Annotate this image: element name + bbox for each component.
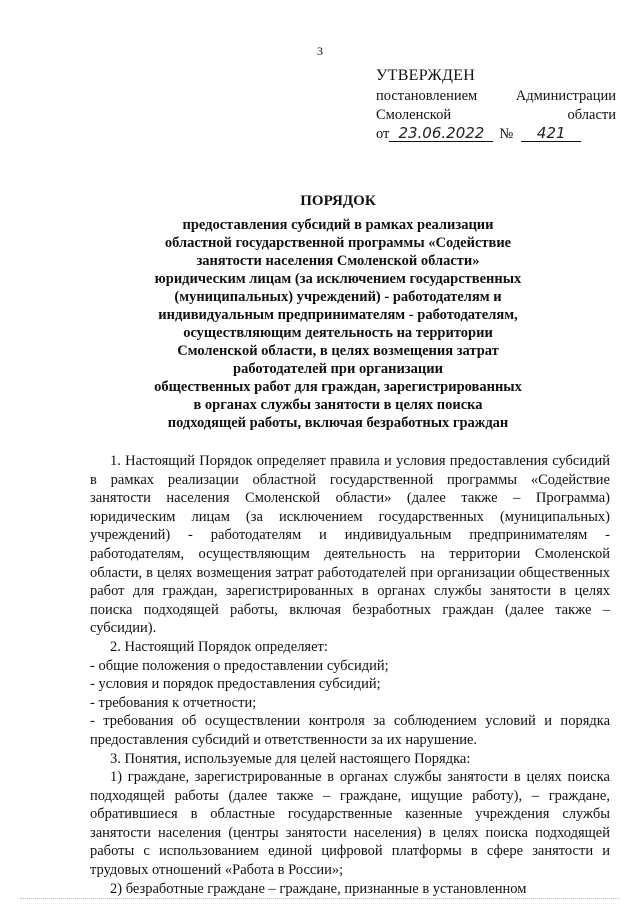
approval-smolensk-word: Смоленской <box>376 107 452 123</box>
title-line: осуществляющим деятельность на территории <box>183 325 493 341</box>
handwritten-date: 23.06.2022 <box>389 125 493 142</box>
title-line: индивидуальным предпринимателям - работодателям, <box>158 307 518 323</box>
document-body <box>90 452 610 898</box>
list-item: - общие положения о предоставлении субсидий; <box>90 657 389 674</box>
title-main: ПОРЯДОК <box>300 193 376 209</box>
approval-region-word: области <box>567 107 616 123</box>
list-item: - требования к отчетности; <box>90 694 257 711</box>
scan-edge-divider <box>20 898 620 901</box>
approval-line-2 <box>376 106 616 125</box>
title-line: занятости населения Смоленской области» <box>196 253 480 269</box>
list-item: - требования об осуществлении контроля за соблюдением условий и порядка предоставления субсидий и ответственности за их нарушение. <box>90 713 610 748</box>
approval-block <box>376 66 616 144</box>
title-line: общественных работ для граждан, зарегистрированных <box>154 379 522 395</box>
page-number: 3 <box>317 44 323 58</box>
title-line: юридическим лицам (за исключением государственных <box>154 271 522 287</box>
handwritten-number: 421 <box>521 125 581 142</box>
title-line: предоставления субсидий в рамках реализации <box>182 217 494 233</box>
approval-administration-word: Администрации <box>515 88 616 104</box>
title-line: подходящей работы, включая безработных граждан <box>167 415 509 431</box>
approval-title: УТВЕРЖДЕН <box>376 67 476 84</box>
paragraph: 3. Понятия, используемые для целей настоящего Порядка: <box>110 750 471 767</box>
paragraph: 1. Настоящий Порядок определяет правила и условия предоставления субсидий в рамках реализации областной государственной программы «Содействие занятости населения Смоленской области» (далее также – Программа) юридическим лицам (за исключением государственных (муниципальных) учреждений) - работодателям и индивидуальным предпринимателям - работодателям, осуществляющим деятельность на территории Смоленской области, в целях возмещения затрат работодателей при организации общественных работ для граждан, зарегистрированных в органах службы занятости в целях поиска подходящей работы, включая безработных граждан (далее также – субсидии). <box>90 453 610 637</box>
paragraph: 2) безработные граждане – граждане, признанные в установленном <box>110 880 527 897</box>
approval-date-row <box>376 125 616 144</box>
title-line: Смоленской области, в целях возмещения затрат <box>177 343 499 359</box>
approval-resolution-word: постановлением <box>376 88 478 104</box>
list-item: - условия и порядок предоставления субсидий; <box>90 676 381 693</box>
date-prefix: от <box>376 126 390 142</box>
paragraph: 1) граждане, зарегистрированные в органах службы занятости в целях поиска подходящей работы (далее также – граждане, ищущие работу), – граждане, обратившиеся в областные государственные казенные учреждения службы занятости населения (центры занятости населения) в целях поиска подходящей работы с использованием единой цифровой платформы в сфере занятости и трудовых отношений «Работа в России»; <box>90 769 610 879</box>
document-title <box>0 192 640 432</box>
number-sign: № <box>499 126 514 142</box>
title-line: в органах службы занятости в целях поиска <box>193 397 483 413</box>
approval-line-1 <box>376 87 616 106</box>
title-line: работодателей при организации <box>233 361 443 377</box>
title-line: (муниципальных) учреждений) - работодателям и <box>174 289 502 305</box>
paragraph: 2. Настоящий Порядок определяет: <box>110 638 328 655</box>
title-line: областной государственной программы «Содействие <box>164 235 512 251</box>
